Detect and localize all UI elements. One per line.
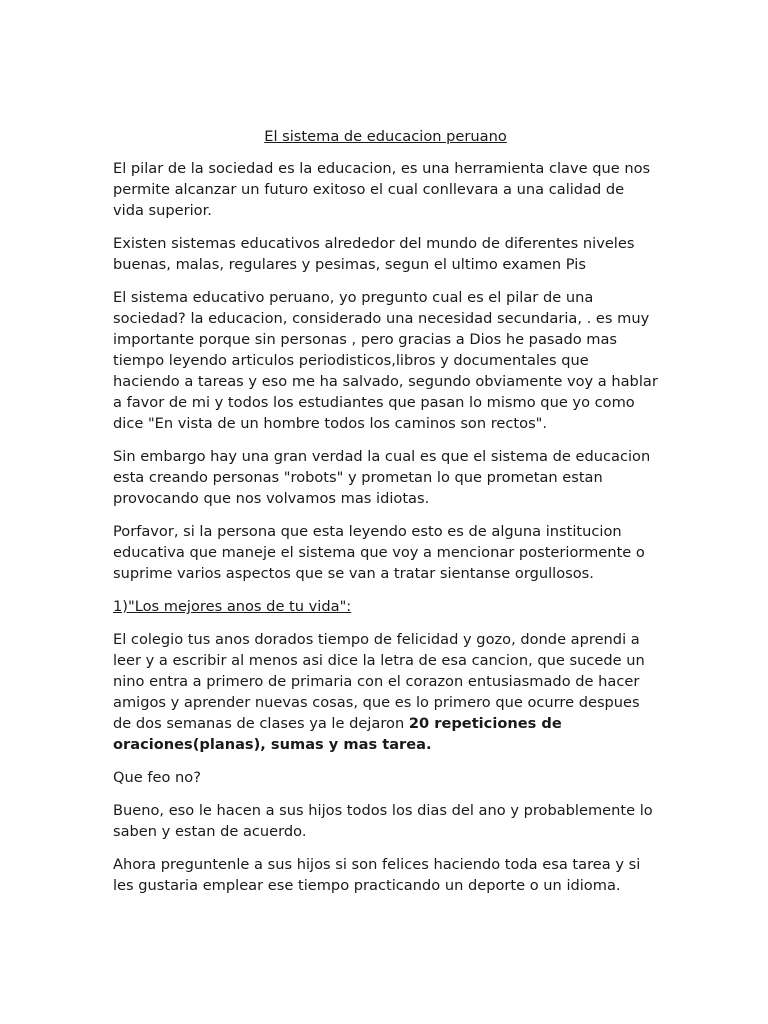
paragraph-intro: El pilar de la sociedad es la educacion, es una herramienta clave que nos permite alcanzar un futuro exitoso el cual conllevara a una calidad de vida superior. — [113, 160, 651, 219]
paragraph-institution: Porfavor, si la persona que esta leyendo esto es de alguna institucion educativa que maneje el sistema que voy a mencionar posteriormente o suprime varios aspectos que se van a tratar sientanse orgullosos. — [113, 523, 645, 582]
document-title: El sistema de educacion peruano — [264, 128, 507, 145]
paragraph-peruvian-system: El sistema educativo peruano, yo pregunto cual es el pilar de una sociedad? la educacion, considerado una necesidad secundaria, . es muy importante porque sin personas , pero gracias a Dios he pasado mas tiempo leyendo articulos periodisticos,libros y documentales que haciendo a tareas y eso me ha salvado, segundo obviamente voy a hablar a favor de mi y todos los estudiantes que pasan lo mismo que yo como dice "En vista de un hombre todos los caminos son rectos". — [113, 289, 658, 432]
paragraph-robots: Sin embargo hay una gran verdad la cual es que el sistema de educacion esta creando personas "robots" y prometan lo que prometan estan provocando que nos volvamos mas idiotas. — [113, 448, 651, 507]
document-page — [113, 126, 658, 908]
paragraph-school — [113, 629, 658, 755]
paragraph-school-text: El colegio tus anos dorados tiempo de felicidad y gozo, donde aprendi a leer y a escribir al menos asi dice la letra de esa cancion, que sucede un nino entra a primero de primaria con el corazon entusiasmado de hacer amigos y aprender nuevas cosas, que es lo primero que ocurre despues de dos semanas de clases ya le dejaron — [113, 631, 645, 732]
paragraph-systems: Existen sistemas educativos alrededor del mundo de diferentes niveles buenas, malas, regulares y pesimas, segun el ultimo examen Pis — [113, 235, 635, 273]
paragraph-school-bold: 20 repeticiones de oraciones(planas), sumas y mas tarea. — [113, 715, 562, 753]
section-heading: 1)"Los mejores anos de tu vida": — [113, 598, 352, 615]
paragraph-ahora: Ahora preguntenle a sus hijos si son felices haciendo toda esa tarea y si les gustaria emplear ese tiempo practicando un deporte o un idioma. — [113, 856, 641, 894]
paragraph-que-feo: Que feo no? — [113, 769, 201, 786]
paragraph-bueno: Bueno, eso le hacen a sus hijos todos los dias del ano y probablemente lo saben y estan de acuerdo. — [113, 802, 653, 840]
